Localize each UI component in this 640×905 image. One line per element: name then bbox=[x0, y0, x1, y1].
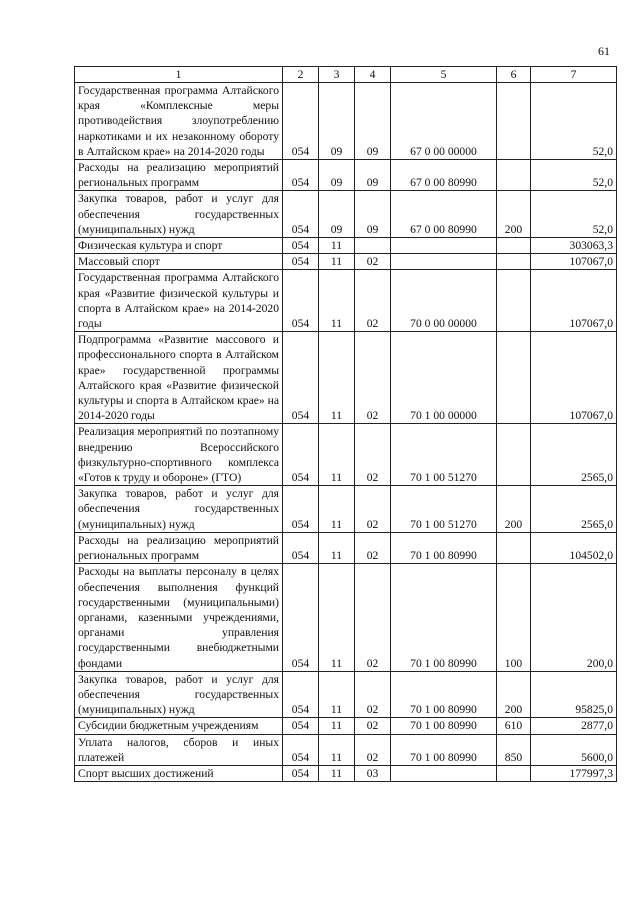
header-cell: 2 bbox=[283, 67, 319, 83]
sum-cell: 2877,0 bbox=[531, 718, 617, 734]
table-row bbox=[75, 718, 617, 734]
gr-code-cell: 054 bbox=[283, 734, 319, 765]
table-header-row bbox=[75, 67, 617, 83]
rz-code-cell: 11 bbox=[319, 270, 355, 332]
sum-cell: 5600,0 bbox=[531, 734, 617, 765]
sum-cell: 52,0 bbox=[531, 83, 617, 160]
sum-cell: 52,0 bbox=[531, 191, 617, 238]
item-name-cell: Реализация мероприятий по поэтапному внедрению Всероссийского физкультурно-спортивного комплекса «Готов к труду и обороне» (ГТО) bbox=[75, 424, 283, 486]
budget-table bbox=[74, 66, 617, 782]
rz-code-cell: 11 bbox=[319, 424, 355, 486]
table-row bbox=[75, 254, 617, 270]
sum-cell: 107067,0 bbox=[531, 332, 617, 424]
pr-code-cell: 02 bbox=[355, 486, 391, 533]
pr-code-cell: 02 bbox=[355, 332, 391, 424]
vr-code-cell bbox=[497, 254, 531, 270]
table-row bbox=[75, 270, 617, 332]
pr-code-cell: 02 bbox=[355, 424, 391, 486]
cs-code-cell: 70 1 00 80990 bbox=[391, 564, 497, 671]
cs-code-cell: 70 0 00 00000 bbox=[391, 270, 497, 332]
header-cell: 3 bbox=[319, 67, 355, 83]
vr-code-cell bbox=[497, 270, 531, 332]
pr-code-cell: 02 bbox=[355, 254, 391, 270]
pr-code-cell: 03 bbox=[355, 765, 391, 781]
pr-code-cell: 02 bbox=[355, 564, 391, 671]
item-name-cell: Расходы на реализацию мероприятий региональных программ bbox=[75, 532, 283, 563]
rz-code-cell: 11 bbox=[319, 734, 355, 765]
table-row bbox=[75, 532, 617, 563]
cs-code-cell bbox=[391, 765, 497, 781]
header-cell: 6 bbox=[497, 67, 531, 83]
item-name-cell: Уплата налогов, сборов и иных платежей bbox=[75, 734, 283, 765]
sum-cell: 2565,0 bbox=[531, 486, 617, 533]
item-name-cell: Субсидии бюджетным учреждениям bbox=[75, 718, 283, 734]
cs-code-cell: 70 1 00 80990 bbox=[391, 734, 497, 765]
table-row bbox=[75, 734, 617, 765]
header-cell: 4 bbox=[355, 67, 391, 83]
rz-code-cell: 11 bbox=[319, 671, 355, 718]
cs-code-cell: 70 1 00 51270 bbox=[391, 424, 497, 486]
item-name-cell: Государственная программа Алтайского края «Комплексные меры противодействия злоупотреблению наркотиками и их незаконному обороту в Алтайском крае» на 2014-2020 годы bbox=[75, 83, 283, 160]
gr-code-cell: 054 bbox=[283, 83, 319, 160]
sum-cell: 52,0 bbox=[531, 160, 617, 191]
cs-code-cell: 67 0 00 80990 bbox=[391, 191, 497, 238]
pr-code-cell: 09 bbox=[355, 83, 391, 160]
header-cell: 5 bbox=[391, 67, 497, 83]
table-row bbox=[75, 671, 617, 718]
table-row bbox=[75, 486, 617, 533]
rz-code-cell: 11 bbox=[319, 486, 355, 533]
rz-code-cell: 09 bbox=[319, 83, 355, 160]
pr-code-cell: 02 bbox=[355, 532, 391, 563]
cs-code-cell: 67 0 00 00000 bbox=[391, 83, 497, 160]
sum-cell: 104502,0 bbox=[531, 532, 617, 563]
page-number: 61 bbox=[598, 44, 610, 58]
item-name-cell: Закупка товаров, работ и услуг для обеспечения государственных (муниципальных) нужд bbox=[75, 486, 283, 533]
gr-code-cell: 054 bbox=[283, 532, 319, 563]
item-name-cell: Расходы на выплаты персоналу в целях обеспечения выполнения функций государственными (муниципальными) органами, казенными учреждениями, органами управления государственными внебюджетными фондами bbox=[75, 564, 283, 671]
cs-code-cell: 70 1 00 00000 bbox=[391, 332, 497, 424]
vr-code-cell: 100 bbox=[497, 564, 531, 671]
gr-code-cell: 054 bbox=[283, 424, 319, 486]
pr-code-cell: 02 bbox=[355, 718, 391, 734]
rz-code-cell: 09 bbox=[319, 191, 355, 238]
table-row bbox=[75, 191, 617, 238]
item-name-cell: Закупка товаров, работ и услуг для обеспечения государственных (муниципальных) нужд bbox=[75, 191, 283, 238]
cs-code-cell bbox=[391, 254, 497, 270]
cs-code-cell: 70 1 00 80990 bbox=[391, 718, 497, 734]
vr-code-cell: 200 bbox=[497, 671, 531, 718]
item-name-cell: Закупка товаров, работ и услуг для обеспечения государственных (муниципальных) нужд bbox=[75, 671, 283, 718]
item-name-cell: Массовый спорт bbox=[75, 254, 283, 270]
header-cell: 1 bbox=[75, 67, 283, 83]
pr-code-cell: 02 bbox=[355, 270, 391, 332]
table-row bbox=[75, 564, 617, 671]
table-row bbox=[75, 238, 617, 254]
gr-code-cell: 054 bbox=[283, 671, 319, 718]
table-row bbox=[75, 332, 617, 424]
table-row bbox=[75, 765, 617, 781]
vr-code-cell: 200 bbox=[497, 191, 531, 238]
sum-cell: 177997,3 bbox=[531, 765, 617, 781]
gr-code-cell: 054 bbox=[283, 765, 319, 781]
gr-code-cell: 054 bbox=[283, 486, 319, 533]
cs-code-cell: 70 1 00 80990 bbox=[391, 671, 497, 718]
gr-code-cell: 054 bbox=[283, 238, 319, 254]
vr-code-cell: 200 bbox=[497, 486, 531, 533]
vr-code-cell: 850 bbox=[497, 734, 531, 765]
pr-code-cell: 09 bbox=[355, 160, 391, 191]
table-row bbox=[75, 424, 617, 486]
table-row bbox=[75, 83, 617, 160]
vr-code-cell bbox=[497, 332, 531, 424]
cs-code-cell bbox=[391, 238, 497, 254]
rz-code-cell: 11 bbox=[319, 254, 355, 270]
rz-code-cell: 11 bbox=[319, 564, 355, 671]
cs-code-cell: 67 0 00 80990 bbox=[391, 160, 497, 191]
rz-code-cell: 11 bbox=[319, 238, 355, 254]
pr-code-cell: 09 bbox=[355, 191, 391, 238]
gr-code-cell: 054 bbox=[283, 718, 319, 734]
item-name-cell: Физическая культура и спорт bbox=[75, 238, 283, 254]
gr-code-cell: 054 bbox=[283, 191, 319, 238]
sum-cell: 200,0 bbox=[531, 564, 617, 671]
budget-table-body bbox=[75, 67, 617, 782]
vr-code-cell: 610 bbox=[497, 718, 531, 734]
vr-code-cell bbox=[497, 765, 531, 781]
vr-code-cell bbox=[497, 238, 531, 254]
vr-code-cell bbox=[497, 424, 531, 486]
cs-code-cell: 70 1 00 80990 bbox=[391, 532, 497, 563]
rz-code-cell: 11 bbox=[319, 532, 355, 563]
rz-code-cell: 11 bbox=[319, 765, 355, 781]
pr-code-cell bbox=[355, 238, 391, 254]
sum-cell: 2565,0 bbox=[531, 424, 617, 486]
vr-code-cell bbox=[497, 532, 531, 563]
gr-code-cell: 054 bbox=[283, 160, 319, 191]
cs-code-cell: 70 1 00 51270 bbox=[391, 486, 497, 533]
rz-code-cell: 09 bbox=[319, 160, 355, 191]
item-name-cell: Спорт высших достижений bbox=[75, 765, 283, 781]
gr-code-cell: 054 bbox=[283, 270, 319, 332]
item-name-cell: Подпрограмма «Развитие массового и профессионального спорта в Алтайском крае» государственной программы Алтайского края «Развитие физической культуры и спорта в Алтайском крае» на 2014-2020 годы bbox=[75, 332, 283, 424]
item-name-cell: Государственная программа Алтайского края «Развитие физической культуры и спорта в Алтайском крае» на 2014-2020 годы bbox=[75, 270, 283, 332]
gr-code-cell: 054 bbox=[283, 332, 319, 424]
vr-code-cell bbox=[497, 83, 531, 160]
gr-code-cell: 054 bbox=[283, 254, 319, 270]
sum-cell: 95825,0 bbox=[531, 671, 617, 718]
sum-cell: 107067,0 bbox=[531, 254, 617, 270]
sum-cell: 107067,0 bbox=[531, 270, 617, 332]
table-row bbox=[75, 160, 617, 191]
item-name-cell: Расходы на реализацию мероприятий региональных программ bbox=[75, 160, 283, 191]
header-cell: 7 bbox=[531, 67, 617, 83]
rz-code-cell: 11 bbox=[319, 332, 355, 424]
rz-code-cell: 11 bbox=[319, 718, 355, 734]
vr-code-cell bbox=[497, 160, 531, 191]
pr-code-cell: 02 bbox=[355, 734, 391, 765]
gr-code-cell: 054 bbox=[283, 564, 319, 671]
sum-cell: 303063,3 bbox=[531, 238, 617, 254]
pr-code-cell: 02 bbox=[355, 671, 391, 718]
